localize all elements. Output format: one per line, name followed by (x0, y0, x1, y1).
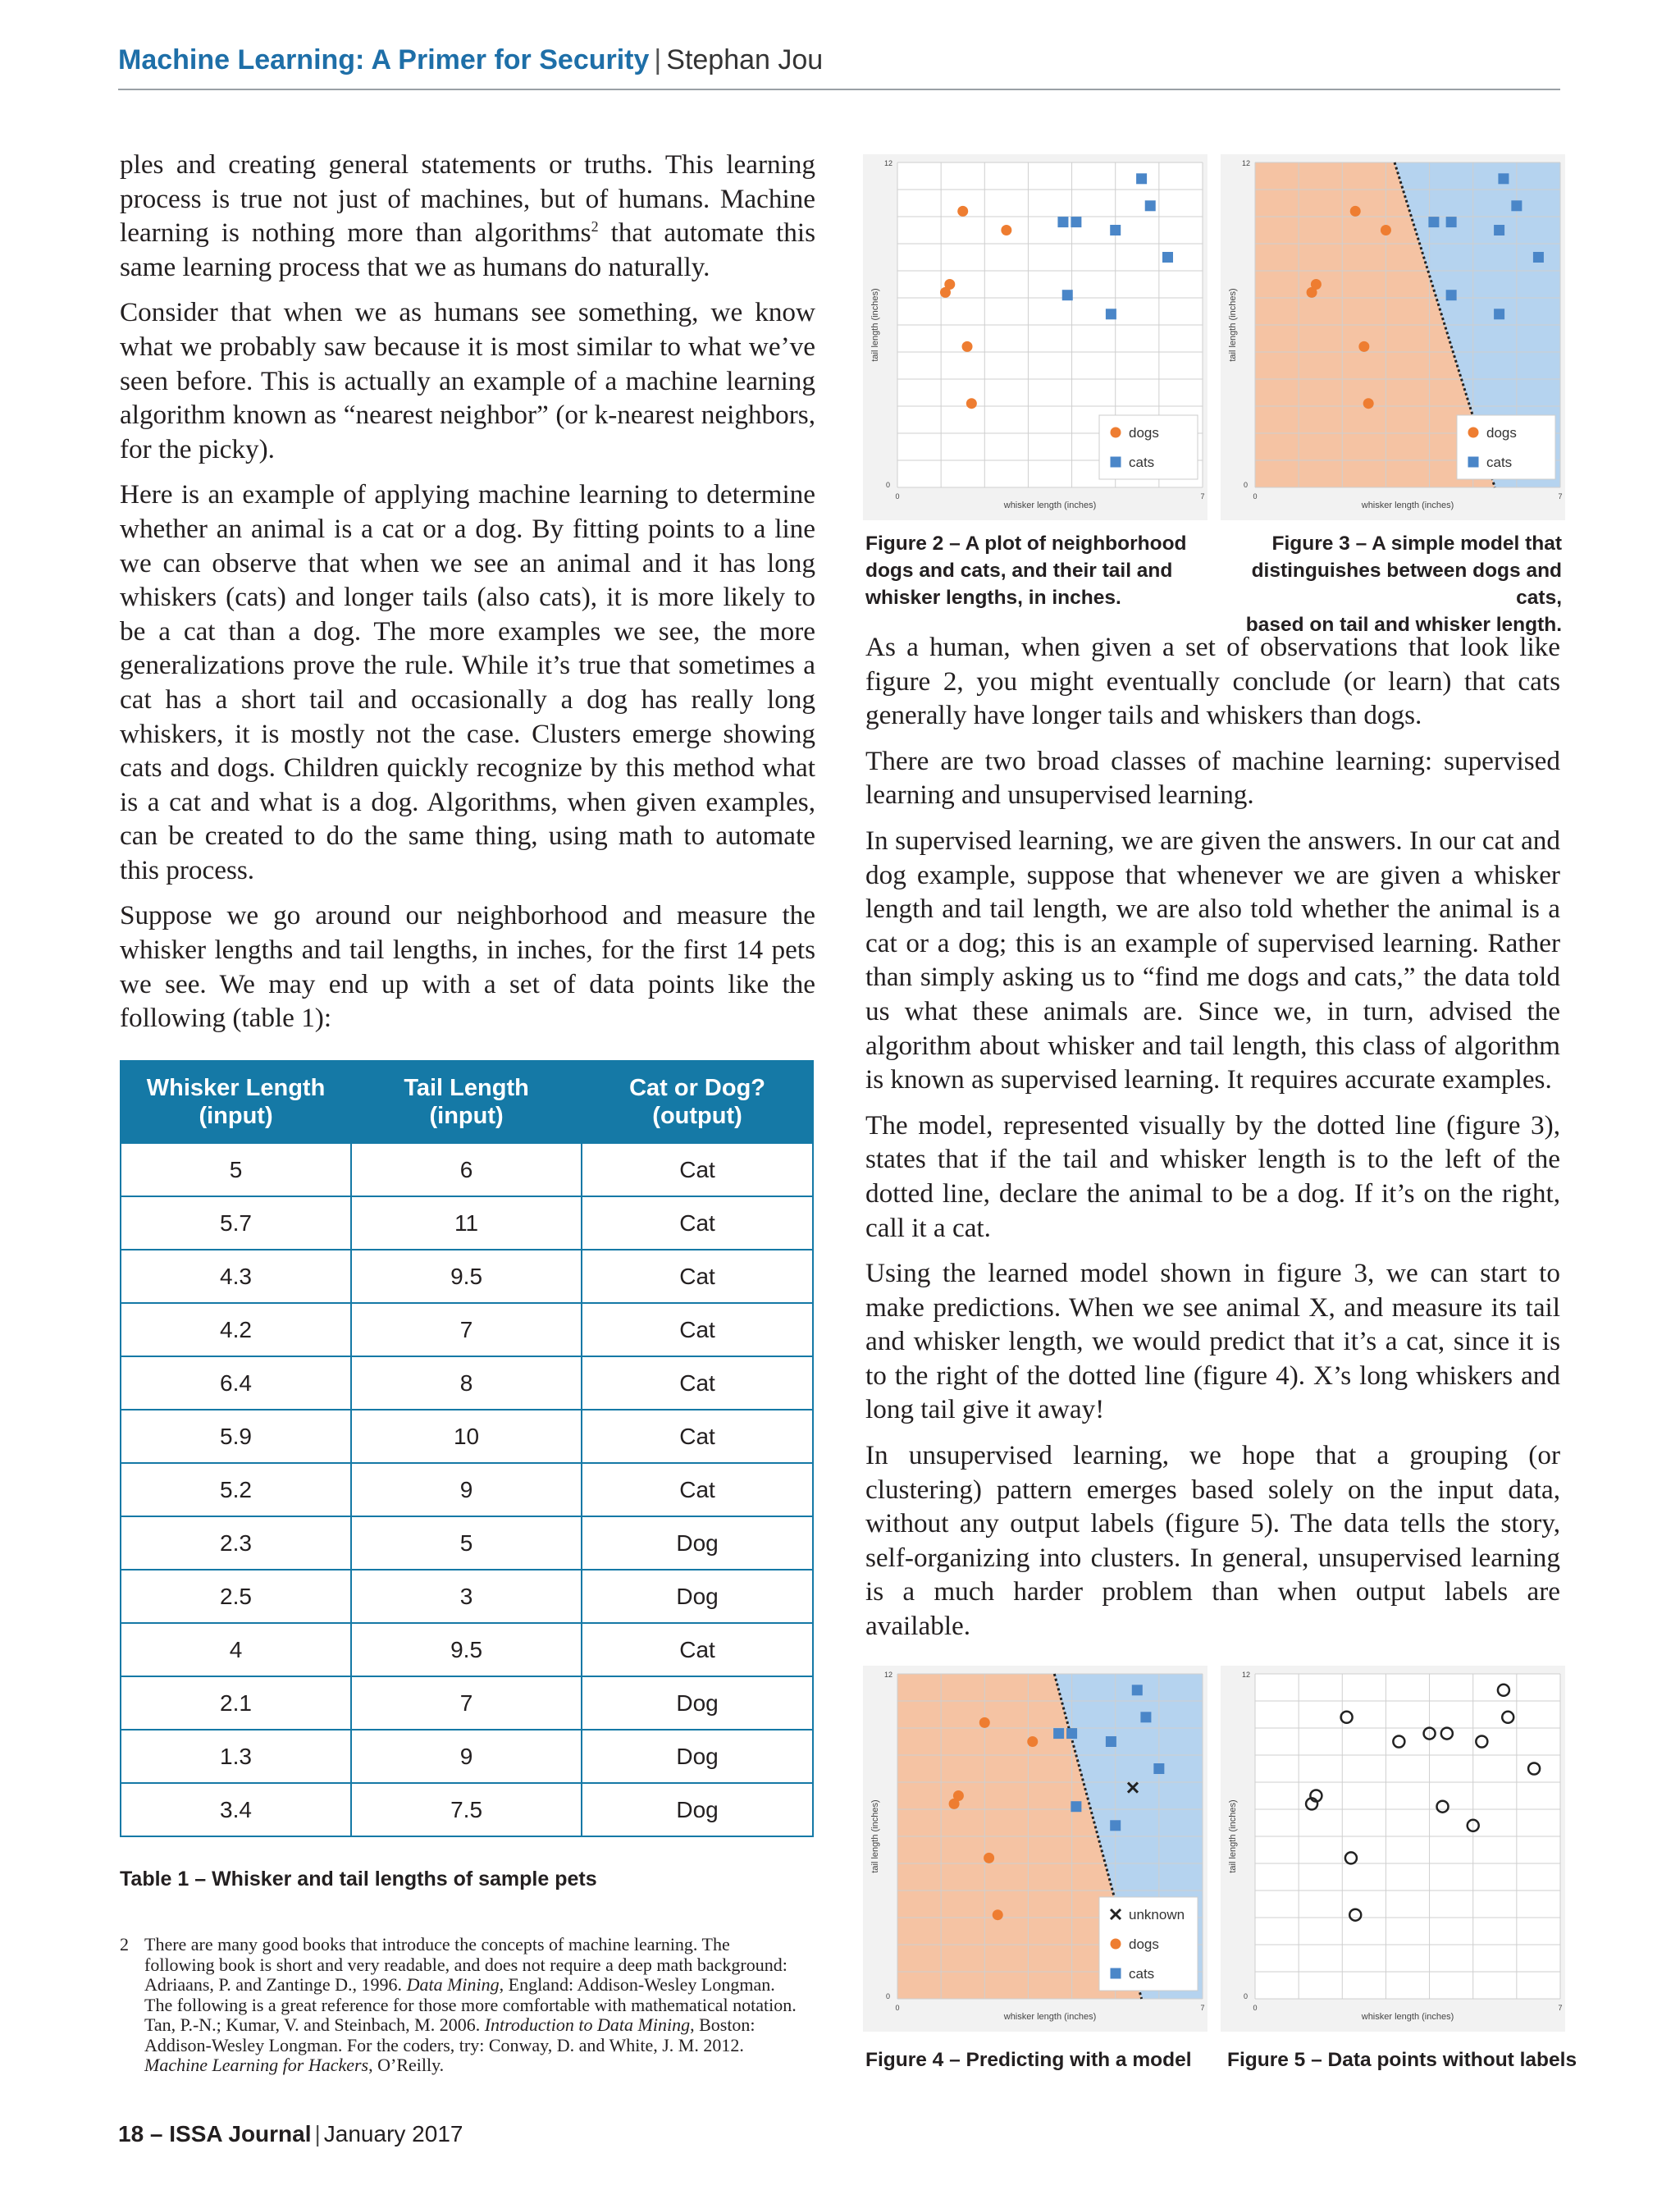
caption-line: whisker lengths, in inches. (865, 587, 1121, 609)
footnote-segment: , Boston: Addison-Wesley Longman. For the coders, try: Conway, D. and White, J. M. 2012. (144, 2014, 756, 2055)
paragraph: In unsupervised learning, we hope that a grouping (or clustering) pattern emerges based solely on the input data, without any output labels (figure 5). The data tells the story, self-organizing into clusters. In general, unsupervised learning is a much harder problem than when output labels are available. (865, 1440, 1560, 1642)
column-header (582, 1061, 813, 1143)
issue-date: January 2017 (323, 2121, 463, 2147)
table-cell: 5.2 (121, 1463, 351, 1516)
paragraph: The model, represented visually by the dotted line (figure 3), states that if the tail and whisker length is to the left of the dotted line, declare the animal to be a dog. If it’s on the right, call it a cat. (865, 1109, 1560, 1243)
table-cell: Cat (582, 1143, 813, 1196)
cat-point (1498, 173, 1509, 184)
header-label: Cat or Dog? (629, 1075, 766, 1101)
table-cell: 7 (351, 1303, 582, 1356)
legend-marker (1111, 457, 1121, 468)
table-header-row (121, 1061, 813, 1143)
x-axis-label: whisker length (inches) (1003, 2012, 1097, 2022)
figure-4-caption: Figure 4 – Predicting with a model (865, 2049, 1192, 2071)
table-row (121, 1356, 813, 1410)
cat-point (1145, 200, 1156, 211)
figure-5-caption: Figure 5 – Data points without labels (1227, 2049, 1577, 2071)
x-tick-label: 7 (1200, 2004, 1205, 2012)
book-title: Machine Learning for Hackers (144, 2055, 369, 2075)
table-cell: Dog (582, 1570, 813, 1623)
table-row (121, 1196, 813, 1250)
header-author: Stephan Jou (666, 44, 824, 75)
footnote-ref[interactable]: 2 (591, 218, 599, 235)
book-title: Introduction to Data Mining (484, 2014, 691, 2035)
legend-marker (1111, 1968, 1121, 1979)
cat-point (1062, 290, 1073, 300)
cat-point (1132, 1685, 1143, 1695)
cat-point (1494, 225, 1504, 235)
table-cell: 9 (351, 1730, 582, 1783)
figure-4 (863, 1666, 1208, 2032)
table-cell: 8 (351, 1356, 582, 1410)
legend-label: dogs (1129, 1936, 1159, 1952)
running-header (118, 44, 1562, 76)
table-cell: 3 (351, 1570, 582, 1623)
cat-point (1110, 1820, 1121, 1831)
dog-point (962, 341, 973, 352)
figure-3 (1221, 154, 1565, 520)
header-sublabel: (input) (199, 1103, 273, 1129)
table-caption: Table 1 – Whisker and tail lengths of sample pets (120, 1868, 597, 1891)
legend-marker (1468, 427, 1479, 438)
table-row (121, 1783, 813, 1836)
footnote-segment: There are many good books that introduce the concepts of machine learning. The following book is short and very readable, and does not require a deep math background: Adriaans, P. and Zantinge D., 1996. (144, 1934, 788, 1995)
footer-separator: | (314, 2121, 321, 2147)
paragraph: As a human, when given a set of observations that look like figure 2, you might eventually conclude (or learn) that cats generally have longer tails and whiskers than dogs. (865, 632, 1560, 731)
y-tick-label: 0 (1244, 481, 1249, 489)
table-cell: 5.7 (121, 1196, 351, 1250)
table-row (121, 1463, 813, 1516)
table-cell: Cat (582, 1623, 813, 1676)
table-cell: 9.5 (351, 1623, 582, 1676)
table-row (121, 1623, 813, 1676)
table-cell: 6 (351, 1143, 582, 1196)
table-cell: 6.4 (121, 1356, 351, 1410)
legend-label: cats (1129, 1966, 1155, 1982)
dog-point (966, 398, 977, 409)
paragraph-text: ples and creating general statements or truths. This learning process is true not just of machines, but of humans. Machine learning is nothing more than algorithms (120, 149, 815, 249)
figure-3-caption (1208, 530, 1562, 638)
paragraph: In supervised learning, we are given the answers. In our cat and dog example, suppose that whenever we are given a whisker length and tail length, we are also told whether the animal is a cat or a dog; this is an example of supervised learning. Rather than simply asking us to “find me dogs and cats,” the data told us what these animals are. Since we, in turn, advised the algorithm about whisker and tail length, this class of algorithm is known as supervised learning. It requires accurate examples. (865, 825, 1560, 1095)
table-cell: 9 (351, 1463, 582, 1516)
left-column (120, 148, 815, 1047)
dog-point (1358, 341, 1369, 352)
table-row (121, 1410, 813, 1463)
paragraph: Consider that when we as humans see something, we know what we probably saw because it is most similar to what we’ve seen before. This is actually an example of a machine learning algorithm known as “nearest neighbor” (or k-nearest neighbors, for the picky). (120, 297, 815, 464)
cat-point (1106, 1736, 1116, 1747)
table-cell: 5.9 (121, 1410, 351, 1463)
dog-point (1027, 1736, 1038, 1747)
table-cell: Dog (582, 1676, 813, 1730)
figure-4-chart (863, 1666, 1208, 2032)
table-cell: 2.1 (121, 1676, 351, 1730)
x-tick-label: 0 (895, 492, 900, 501)
page-footer (118, 2121, 463, 2147)
figure-2-chart (863, 154, 1208, 520)
legend-marker (1111, 1939, 1121, 1950)
column-header (351, 1061, 582, 1143)
dog-point (984, 1853, 994, 1863)
y-tick-label: 12 (884, 159, 893, 167)
x-axis-label: whisker length (inches) (1361, 501, 1454, 510)
x-axis-label: whisker length (inches) (1361, 2012, 1454, 2022)
legend-label: cats (1486, 455, 1513, 470)
table-cell: 1.3 (121, 1730, 351, 1783)
cat-point (1140, 1712, 1151, 1722)
table-row (121, 1516, 813, 1570)
x-tick-label: 0 (1253, 2004, 1258, 2012)
cat-point (1494, 309, 1504, 319)
cat-point (1153, 1763, 1164, 1774)
cat-point (1066, 1728, 1077, 1739)
table-cell: 2.3 (121, 1516, 351, 1570)
cat-point (1511, 200, 1522, 211)
y-axis-label: tail length (inches) (870, 1799, 880, 1873)
caption-line: based on tail and whisker length. (1245, 614, 1562, 636)
table-cell: Cat (582, 1303, 813, 1356)
column-header (121, 1061, 351, 1143)
table-cell: 4.3 (121, 1250, 351, 1303)
legend-label: dogs (1129, 425, 1159, 441)
y-tick-label: 12 (884, 1671, 893, 1679)
dog-point (1350, 206, 1361, 217)
table-cell: Cat (582, 1356, 813, 1410)
paragraph: There are two broad classes of machine learning: supervised learning and unsupervised learning. (865, 745, 1560, 811)
header-label: Tail Length (404, 1075, 529, 1101)
y-axis-label: tail length (inches) (1228, 1799, 1238, 1873)
table-cell: Dog (582, 1730, 813, 1783)
table-cell: Cat (582, 1250, 813, 1303)
dog-point (944, 279, 955, 290)
caption-line: Figure 2 – A plot of neighborhood (865, 533, 1187, 555)
x-axis-label: whisker length (inches) (1003, 501, 1097, 510)
y-axis-label: tail length (inches) (1228, 288, 1238, 362)
cat-point (1428, 217, 1439, 227)
table-cell: 9.5 (351, 1250, 582, 1303)
table-cell: Dog (582, 1783, 813, 1836)
footnote-number: 2 (120, 1934, 129, 1955)
figure-2-caption (865, 530, 1218, 611)
legend-label: dogs (1486, 425, 1517, 441)
cat-point (1446, 290, 1457, 300)
x-tick-label: 7 (1558, 492, 1563, 501)
figure-3-chart (1221, 154, 1565, 520)
x-tick-label: 7 (1200, 492, 1205, 501)
x-tick-label: 7 (1558, 2004, 1563, 2012)
cat-point (1053, 1728, 1064, 1739)
table-cell: 4 (121, 1623, 351, 1676)
header-label: Whisker Length (146, 1075, 326, 1101)
table-cell: Cat (582, 1410, 813, 1463)
table-cell: 3.4 (121, 1783, 351, 1836)
header-rule (118, 89, 1560, 90)
footnote-segment: , O’Reilly. (368, 2055, 445, 2075)
table-cell: 11 (351, 1196, 582, 1250)
caption-line: Figure 3 – A simple model that (1271, 533, 1562, 555)
figure-2 (863, 154, 1208, 520)
dog-point (1363, 398, 1374, 409)
cat-point (1162, 252, 1173, 263)
dog-point (993, 1909, 1003, 1920)
pets-table (120, 1060, 814, 1837)
footnote (120, 1935, 801, 2076)
cat-point (1136, 173, 1147, 184)
header-separator: | (654, 44, 662, 75)
y-tick-label: 0 (886, 1992, 891, 2000)
table-cell: 5 (121, 1143, 351, 1196)
table-cell: 10 (351, 1410, 582, 1463)
table-row (121, 1676, 813, 1730)
paragraph: Using the learned model shown in figure 3, we can start to make predictions. When we see animal X, and measure its tail and whisker length, we would predict that it’s a cat, since it is to the right of the dotted line (figure 4). X’s long whiskers and long tail give it away! (865, 1258, 1560, 1425)
dog-point (1381, 225, 1391, 235)
caption-line: distinguishes between dogs and cats, (1251, 560, 1562, 609)
right-column (865, 630, 1560, 1655)
legend-label: cats (1129, 455, 1155, 470)
table-cell: Cat (582, 1463, 813, 1516)
paragraph (120, 148, 815, 284)
table-cell: 2.5 (121, 1570, 351, 1623)
figure-5-chart (1221, 1666, 1565, 2032)
page-number: 18 – ISSA Journal (118, 2121, 312, 2147)
y-tick-label: 0 (886, 481, 891, 489)
table-cell: 7.5 (351, 1783, 582, 1836)
paragraph-text: that automate this same learning process that we as humans do naturally. (120, 217, 815, 282)
dog-point (953, 1790, 964, 1801)
cat-point (1071, 217, 1081, 227)
footnote-segment: , England: Addison-Wesley Longman. The following is a great reference for those more comfortable with mathematical notation. Tan, P.-N.; Kumar, V. and Steinbach, M. 2006. (144, 1974, 797, 2035)
y-tick-label: 12 (1242, 1671, 1251, 1679)
table-cell: 7 (351, 1676, 582, 1730)
y-tick-label: 12 (1242, 159, 1251, 167)
dog-point (979, 1717, 990, 1728)
header-title: Machine Learning: A Primer for Security (118, 44, 650, 75)
dog-point (1311, 279, 1322, 290)
table-row (121, 1570, 813, 1623)
cat-point (1071, 1801, 1081, 1812)
cat-point (1106, 309, 1116, 319)
caption-line: dogs and cats, and their tail and (865, 560, 1173, 582)
dog-point (1001, 225, 1011, 235)
figure-5 (1221, 1666, 1565, 2032)
table-cell: 4.2 (121, 1303, 351, 1356)
y-axis-label: tail length (inches) (870, 288, 880, 362)
footnote-text (144, 1935, 801, 2076)
x-tick-label: 0 (1253, 492, 1258, 501)
legend-marker (1468, 457, 1479, 468)
cat-point (1533, 252, 1544, 263)
cat-point (1446, 217, 1457, 227)
legend-marker (1111, 427, 1121, 438)
table-cell: 5 (351, 1516, 582, 1570)
paragraph: Here is an example of applying machine learning to determine whether an animal is a cat or a dog. By fitting points to a line we can observe that when we see an animal and it has long whiskers (cats) and longer tails (also cats), it is more likely to be a cat than a dog. The more examples we see, the more generalizations prove the rule. While it’s true that sometimes a cat has a short tail and occasionally a dog has really long whiskers, it is mostly not the case. Clusters emerge showing cats and dogs. Children quickly recognize by this method what is a cat and what is a dog. Algorithms, when given examples, can be created to do the same thing, using math to automate this process. (120, 479, 815, 885)
book-title: Data Mining (406, 1974, 500, 1995)
legend-label: unknown (1129, 1907, 1185, 1923)
table-row (121, 1250, 813, 1303)
y-tick-label: 0 (1244, 1992, 1249, 2000)
table-cell: Cat (582, 1196, 813, 1250)
table-row (121, 1730, 813, 1783)
table-row (121, 1303, 813, 1356)
header-sublabel: (output) (652, 1103, 742, 1129)
x-tick-label: 0 (895, 2004, 900, 2012)
header-sublabel: (input) (429, 1103, 504, 1129)
paragraph: Suppose we go around our neighborhood and measure the whisker lengths and tail lengths, in inches, for the first 14 pets we see. We may end up with a set of data points like the following (table 1): (120, 900, 815, 1034)
cat-point (1057, 217, 1068, 227)
cat-point (1110, 225, 1121, 235)
dog-point (957, 206, 968, 217)
table-cell: Dog (582, 1516, 813, 1570)
table-row (121, 1143, 813, 1196)
